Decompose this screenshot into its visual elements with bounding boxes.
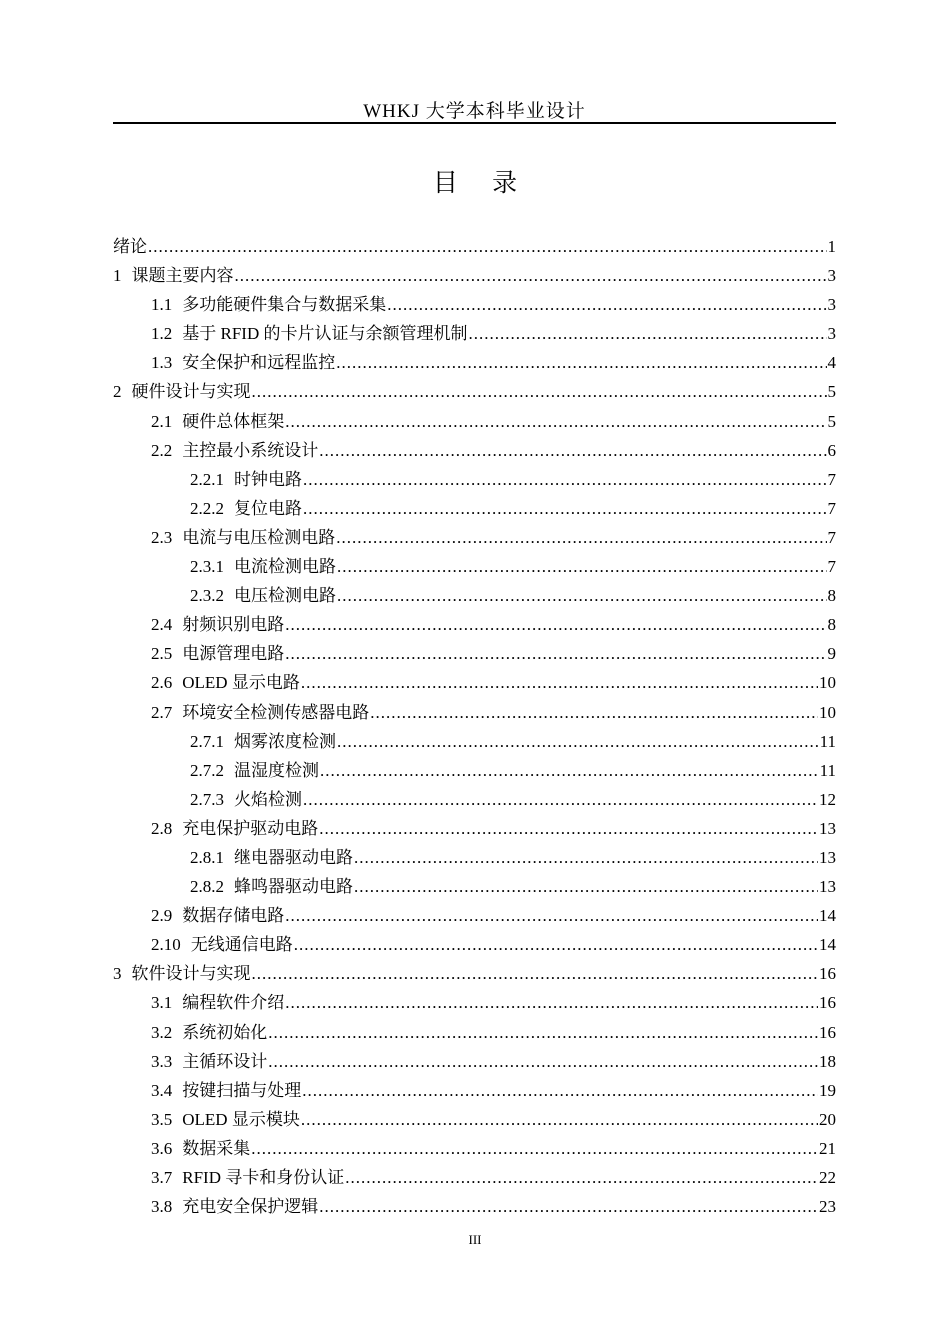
toc-entry-page: 19 (819, 1080, 836, 1100)
toc-entry-title: OLED 显示模块 (182, 1109, 300, 1129)
toc-entry-page: 14 (819, 935, 836, 955)
toc-entry-number: 3.8 (151, 1197, 173, 1217)
toc-entry[interactable] (113, 930, 836, 959)
toc-entry-title: 温湿度检测 (234, 760, 319, 780)
toc-entry-page: 13 (819, 847, 836, 867)
toc-entry[interactable] (113, 494, 836, 523)
header-rule (113, 122, 836, 124)
toc-entry-page: 3 (827, 295, 836, 315)
toc-entry-number: 2.7.3 (190, 789, 224, 809)
toc-entry-number: 3.7 (151, 1168, 173, 1187)
toc-entry[interactable] (113, 261, 836, 290)
toc-entry-title: 硬件设计与实现 (131, 382, 251, 402)
page-number: III (468, 1232, 482, 1247)
toc-entry-page: 12 (819, 789, 836, 809)
toc-entry[interactable] (113, 814, 836, 843)
toc-entry-title: 绪论 (113, 237, 147, 256)
dot-leader (302, 1076, 818, 1105)
toc-entry-title: 系统初始化 (182, 1022, 268, 1042)
toc-entry-number: 2 (113, 382, 122, 402)
dot-leader (235, 261, 827, 290)
table-of-contents (113, 232, 836, 1221)
toc-entry-title: 硬件总体框架 (182, 411, 285, 431)
dot-leader (319, 814, 818, 843)
toc-entry-number: 2.3.1 (190, 557, 224, 577)
toc-entry-page: 4 (827, 353, 836, 373)
toc-entry[interactable] (113, 843, 836, 872)
dot-leader (303, 785, 818, 814)
toc-entry-page: 11 (819, 760, 836, 780)
toc-entry[interactable] (113, 901, 836, 930)
toc-entry-page: 16 (819, 1022, 836, 1042)
toc-entry-page: 8 (827, 586, 836, 606)
toc-entry-page: 9 (827, 644, 836, 664)
toc-entry-number: 3.6 (151, 1138, 173, 1158)
toc-entry-page: 20 (819, 1109, 836, 1129)
toc-entry-title: 数据存储电路 (182, 906, 285, 926)
toc-entry-page: 7 (827, 557, 836, 577)
toc-entry-title: 继电器驱动电路 (234, 847, 353, 867)
toc-entry[interactable] (113, 290, 836, 319)
toc-entry-number: 2.8.1 (190, 847, 224, 867)
toc-entry[interactable] (113, 610, 836, 639)
dot-leader (336, 348, 826, 377)
dot-leader (252, 959, 819, 988)
toc-entry-number: 2.1 (151, 411, 173, 431)
toc-entry[interactable] (113, 407, 836, 436)
toc-entry[interactable] (113, 232, 836, 261)
toc-entry-page: 10 (819, 702, 836, 722)
toc-entry-page: 23 (819, 1197, 836, 1217)
toc-entry[interactable] (113, 552, 836, 581)
toc-entry-number: 2.2.1 (190, 469, 224, 489)
toc-entry[interactable] (113, 319, 836, 348)
toc-entry-title: 电压检测电路 (234, 586, 336, 606)
dot-leader (285, 407, 826, 436)
dot-leader (345, 1163, 818, 1192)
dot-leader (303, 465, 827, 494)
toc-entry-number: 2.2.2 (190, 498, 224, 518)
toc-entry[interactable] (113, 1018, 836, 1047)
toc-entry[interactable] (113, 1047, 836, 1076)
dot-leader (285, 610, 826, 639)
toc-entry-number: 3.1 (151, 993, 173, 1013)
toc-entry-title: 复位电路 (234, 498, 302, 518)
dot-leader (252, 377, 827, 406)
dot-leader (387, 290, 826, 319)
toc-entry-title: 主控最小系统设计 (182, 440, 319, 460)
toc-entry-number: 2.3.2 (190, 586, 224, 606)
toc-entry-number: 1.2 (151, 324, 173, 344)
toc-entry-page: 13 (819, 818, 836, 838)
toc-entry[interactable] (113, 698, 836, 727)
toc-entry-title: 烟雾浓度检测 (234, 731, 336, 751)
toc-entry-page: 5 (827, 411, 836, 431)
toc-entry-title: RFID 寻卡和身份认证 (182, 1168, 345, 1187)
toc-entry[interactable] (113, 377, 836, 406)
toc-entry-page: 5 (827, 382, 836, 402)
toc-entry-title: 充电保护驱动电路 (182, 818, 319, 838)
dot-leader (337, 552, 827, 581)
toc-entry-number: 3.5 (151, 1109, 173, 1129)
toc-entry-title: 蜂鸣器驱动电路 (234, 877, 353, 897)
toc-entry[interactable] (113, 348, 836, 377)
toc-entry-title: 主循环设计 (182, 1051, 268, 1071)
dot-leader (268, 1018, 818, 1047)
toc-entry-number: 3.2 (151, 1022, 173, 1042)
toc-entry-title: 课题主要内容 (131, 266, 234, 286)
dot-leader (336, 523, 826, 552)
toc-entry-page: 16 (819, 964, 836, 984)
toc-entry-page: 21 (819, 1138, 836, 1158)
toc-entry-title: 电流与电压检测电路 (182, 527, 336, 547)
dot-leader (320, 756, 819, 785)
toc-entry-title: 火焰检测 (234, 789, 302, 809)
dot-leader (294, 930, 818, 959)
toc-entry-page: 11 (819, 731, 836, 751)
toc-entry-page: 7 (827, 527, 836, 547)
toc-entry[interactable] (113, 959, 836, 988)
toc-entry-title: 编程软件介绍 (182, 993, 285, 1013)
toc-entry-title: 安全保护和远程监控 (182, 353, 336, 373)
toc-entry[interactable] (113, 756, 836, 785)
toc-entry[interactable] (113, 1192, 836, 1221)
toc-entry-number: 1.3 (151, 353, 173, 373)
toc-entry[interactable] (113, 436, 836, 465)
toc-entry-number: 3.3 (151, 1051, 173, 1071)
dot-leader (337, 581, 827, 610)
toc-entry-number: 2.9 (151, 906, 173, 926)
dot-leader (285, 901, 818, 930)
toc-entry-number: 2.10 (151, 935, 181, 955)
toc-entry[interactable] (113, 785, 836, 814)
toc-entry-page: 3 (827, 324, 836, 344)
toc-entry-title: 数据采集 (182, 1138, 251, 1158)
toc-entry-page: 1 (827, 237, 836, 256)
dot-leader (370, 698, 818, 727)
toc-entry-title: 电流检测电路 (234, 557, 336, 577)
toc-entry[interactable] (113, 988, 836, 1017)
dot-leader (285, 988, 818, 1017)
toc-entry-title: 无线通信电路 (190, 935, 293, 955)
toc-entry[interactable] (113, 1105, 836, 1134)
toc-entry[interactable] (113, 668, 836, 697)
toc-entry-page: 10 (819, 673, 836, 693)
dot-leader (354, 872, 818, 901)
toc-entry-number: 3.4 (151, 1080, 173, 1100)
toc-entry[interactable] (113, 727, 836, 756)
toc-entry-number: 2.2 (151, 440, 173, 460)
toc-entry-title: 多功能硬件集合与数据采集 (182, 295, 387, 315)
toc-entry-title: 时钟电路 (234, 469, 302, 489)
dot-leader (148, 232, 827, 261)
toc-entry-number: 2.8 (151, 818, 173, 838)
toc-entry[interactable] (113, 581, 836, 610)
toc-entry[interactable] (113, 639, 836, 668)
dot-leader (301, 1105, 818, 1134)
toc-entry[interactable] (113, 465, 836, 494)
toc-entry-title: 软件设计与实现 (131, 964, 251, 984)
toc-entry[interactable] (113, 1163, 836, 1192)
toc-entry-number: 2.7.1 (190, 731, 224, 751)
toc-entry-title: 基于 RFID 的卡片认证与余额管理机制 (182, 324, 468, 344)
toc-entry-title: 按键扫描与处理 (182, 1080, 302, 1100)
toc-entry-page: 22 (819, 1168, 836, 1187)
dot-leader (337, 727, 819, 756)
dot-leader (319, 436, 826, 465)
toc-entry-title: 电源管理电路 (182, 644, 285, 664)
toc-entry-page: 7 (827, 498, 836, 518)
toc-entry-page: 16 (819, 993, 836, 1013)
toc-entry-number: 2.7 (151, 702, 173, 722)
toc-entry-page: 18 (819, 1051, 836, 1071)
dot-leader (268, 1047, 818, 1076)
toc-entry-title: 充电安全保护逻辑 (182, 1197, 319, 1217)
toc-entry-page: 6 (827, 440, 836, 460)
toc-entry[interactable] (113, 523, 836, 552)
toc-title: 目 录 (432, 170, 532, 197)
toc-entry-page: 14 (819, 906, 836, 926)
dot-leader (354, 843, 818, 872)
toc-entry-page: 13 (819, 877, 836, 897)
dot-leader (251, 1134, 818, 1163)
toc-entry-number: 2.8.2 (190, 877, 224, 897)
toc-entry-title: 射频识别电路 (182, 615, 285, 635)
toc-entry[interactable] (113, 872, 836, 901)
dot-leader (319, 1192, 818, 1221)
toc-entry-title: OLED 显示电路 (182, 673, 300, 693)
toc-entry-page: 8 (827, 615, 836, 635)
toc-entry-number: 2.7.2 (190, 760, 224, 780)
toc-entry-number: 1 (113, 266, 122, 286)
toc-entry-number: 3 (113, 964, 122, 984)
toc-entry-number: 2.6 (151, 673, 173, 693)
dot-leader (468, 319, 826, 348)
toc-entry-number: 2.4 (151, 615, 173, 635)
toc-entry-page: 7 (827, 469, 836, 489)
dot-leader (303, 494, 827, 523)
toc-entry-number: 2.3 (151, 527, 173, 547)
toc-entry-number: 1.1 (151, 295, 173, 315)
toc-entry[interactable] (113, 1134, 836, 1163)
dot-leader (285, 639, 826, 668)
toc-entry-title: 环境安全检测传感器电路 (182, 702, 370, 722)
toc-entry-number: 2.5 (151, 644, 173, 664)
running-header: WHKJ 大学本科毕业设计 (363, 101, 586, 122)
toc-entry-page: 3 (827, 266, 836, 286)
toc-entry[interactable] (113, 1076, 836, 1105)
dot-leader (301, 668, 818, 697)
